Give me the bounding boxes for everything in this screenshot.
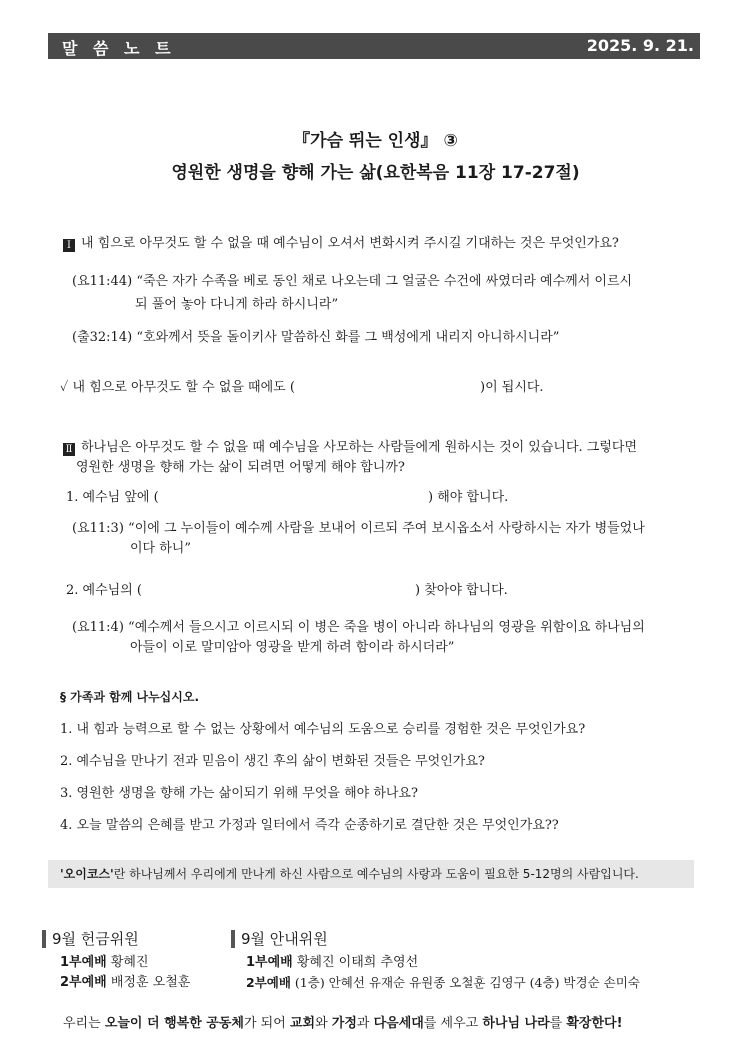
fill-after: )이 됩시다. — [480, 380, 544, 395]
item1-after: ) 해야 합니다. — [428, 490, 509, 505]
motto-text: 를 세우고 — [423, 1016, 483, 1031]
oikos-term: '오이코스' — [60, 867, 114, 881]
verse-ref: (요11:3) — [72, 521, 124, 536]
ushers-title: 9월 안내위원 — [231, 930, 328, 948]
ushers-row — [246, 953, 418, 972]
motto-text: 가 되어 — [243, 1016, 290, 1031]
church-motto — [63, 1012, 623, 1031]
item2-before: 2. 예수님의 ( — [66, 583, 142, 598]
verse-text-line2: 되 풀어 놓아 다니게 하라 하시니라” — [135, 297, 339, 312]
motto-emphasis: 교회 — [289, 1016, 316, 1031]
header-date: 2025. 9. 21. — [586, 36, 694, 55]
section1-question — [63, 234, 619, 253]
ushers-row — [246, 973, 640, 992]
section2-question-text: 하나님은 아무것도 할 수 없을 때 예수님을 사모하는 사람들에게 원하시는 것이 있습니다. 그렇다면 — [81, 440, 638, 455]
share-heading: § 가족과 함께 나누십시오. — [60, 690, 200, 704]
item2-after: ) 찾아야 합니다. — [415, 583, 508, 598]
sermon-title: 영원한 생명을 향해 가는 삶(요한복음 11장 17-27절) — [171, 163, 580, 183]
motto-text: 과 — [356, 1016, 374, 1031]
verse-text-line2: 이다 하니” — [130, 541, 192, 556]
verse-text-line1: “호와께서 뜻을 돌이키사 말씀하신 화를 그 백성에게 내리지 아니하시니라” — [136, 330, 560, 345]
share-item: 3. 영원한 생명을 향해 가는 삶이되기 위해 무엇을 해야 하나요? — [60, 786, 418, 801]
verse-text-line1: “이에 그 누이들이 예수께 사람을 보내어 이르되 주여 보시옵소서 사랑하시는 자가 병들었나 — [128, 521, 645, 536]
staff-names: 황혜진 이태희 추영선 — [296, 955, 419, 970]
share-item: 4. 오늘 말씀의 은혜를 받고 가정과 일터에서 즉각 순종하기로 결단한 것은 무엇인가요?? — [60, 818, 559, 833]
share-item: 1. 내 힘과 능력으로 할 수 없는 상황에서 예수님의 도움으로 승리를 경험한 것은 무엇인가요? — [60, 722, 586, 737]
section1-fill-blank — [60, 378, 295, 397]
sermon-series-title: 『가슴 뛰는 인생』 ③ — [293, 131, 458, 151]
section1-verse1 — [72, 272, 632, 291]
motto-text: 를 — [549, 1016, 567, 1031]
verse-ref: (요11:44) — [72, 274, 133, 289]
fill-before: 내 힘으로 아무것도 할 수 없을 때에도 ( — [72, 380, 295, 395]
staff-names: (1층) 안혜선 유재순 유원종 오철훈 김영구 (4층) 박경순 손미숙 — [294, 975, 640, 990]
section1-question-text: 내 힘으로 아무것도 할 수 없을 때 예수님이 오셔서 변화시켜 주시길 기대하는 것은 무엇인가요? — [81, 236, 619, 251]
section1-marker: Ⅰ — [63, 239, 75, 252]
motto-emphasis: 오늘이 더 행복한 공동체 — [104, 1016, 244, 1031]
service-name: 2부예배 — [60, 975, 107, 990]
service-name: 1부예배 — [246, 955, 293, 970]
motto-text: 와 — [315, 1016, 332, 1031]
check-icon: ✓ — [60, 380, 69, 395]
motto-emphasis: 가정 — [331, 1016, 357, 1031]
verse-text-line1: “죽은 자가 수족을 베로 동인 채로 나오는데 그 얼굴은 수건에 싸였더라 예수께서 이르시 — [136, 274, 633, 289]
share-item: 2. 예수님을 만나기 전과 믿음이 생긴 후의 삶이 변화된 것들은 무엇인가요? — [60, 754, 485, 769]
verse-text-line1: “예수께서 들으시고 이르시되 이 병은 죽을 병이 아니라 하나님의 영광을 위함이요 하나님의 — [128, 620, 645, 635]
verse-ref: (요11:4) — [72, 620, 124, 635]
oikos-definition: 란 하나님께서 우리에게 만나게 하신 사람으로 예수님의 사랑과 도움이 필요한 5-12명의 사람입니다. — [113, 867, 639, 881]
section2-verse1 — [72, 519, 645, 538]
motto-emphasis: 하나님 나라 — [482, 1016, 550, 1031]
staff-names: 황혜진 — [110, 955, 149, 970]
section2-verse2 — [72, 618, 645, 637]
section2-question-line1 — [63, 438, 637, 457]
service-name: 2부예배 — [246, 975, 291, 990]
section1-verse2 — [72, 328, 559, 347]
header-label: 말 씀 노 트 — [62, 39, 176, 58]
verse-text-line2: 아들이 이로 말미암아 영광을 받게 하려 함이라 하시더라” — [130, 640, 455, 655]
service-name: 1부예배 — [60, 955, 107, 970]
motto-emphasis: 확장한다! — [566, 1016, 623, 1031]
offering-title: 9월 헌금위원 — [42, 930, 139, 948]
motto-text: 우리는 — [63, 1016, 105, 1031]
item1-before: 1. 예수님 앞에 ( — [66, 490, 159, 505]
motto-emphasis: 다음세대 — [373, 1016, 424, 1031]
page-header — [48, 33, 700, 59]
verse-ref: (출32:14) — [72, 330, 133, 345]
offering-row — [60, 973, 190, 992]
staff-names: 배정훈 오철훈 — [110, 975, 191, 990]
section2-marker: Ⅱ — [63, 443, 75, 456]
section2-question-line2: 영원한 생명을 향해 가는 삶이 되려면 어떻게 해야 합니까? — [76, 460, 405, 475]
offering-row — [60, 953, 149, 972]
oikos-banner — [48, 860, 694, 888]
